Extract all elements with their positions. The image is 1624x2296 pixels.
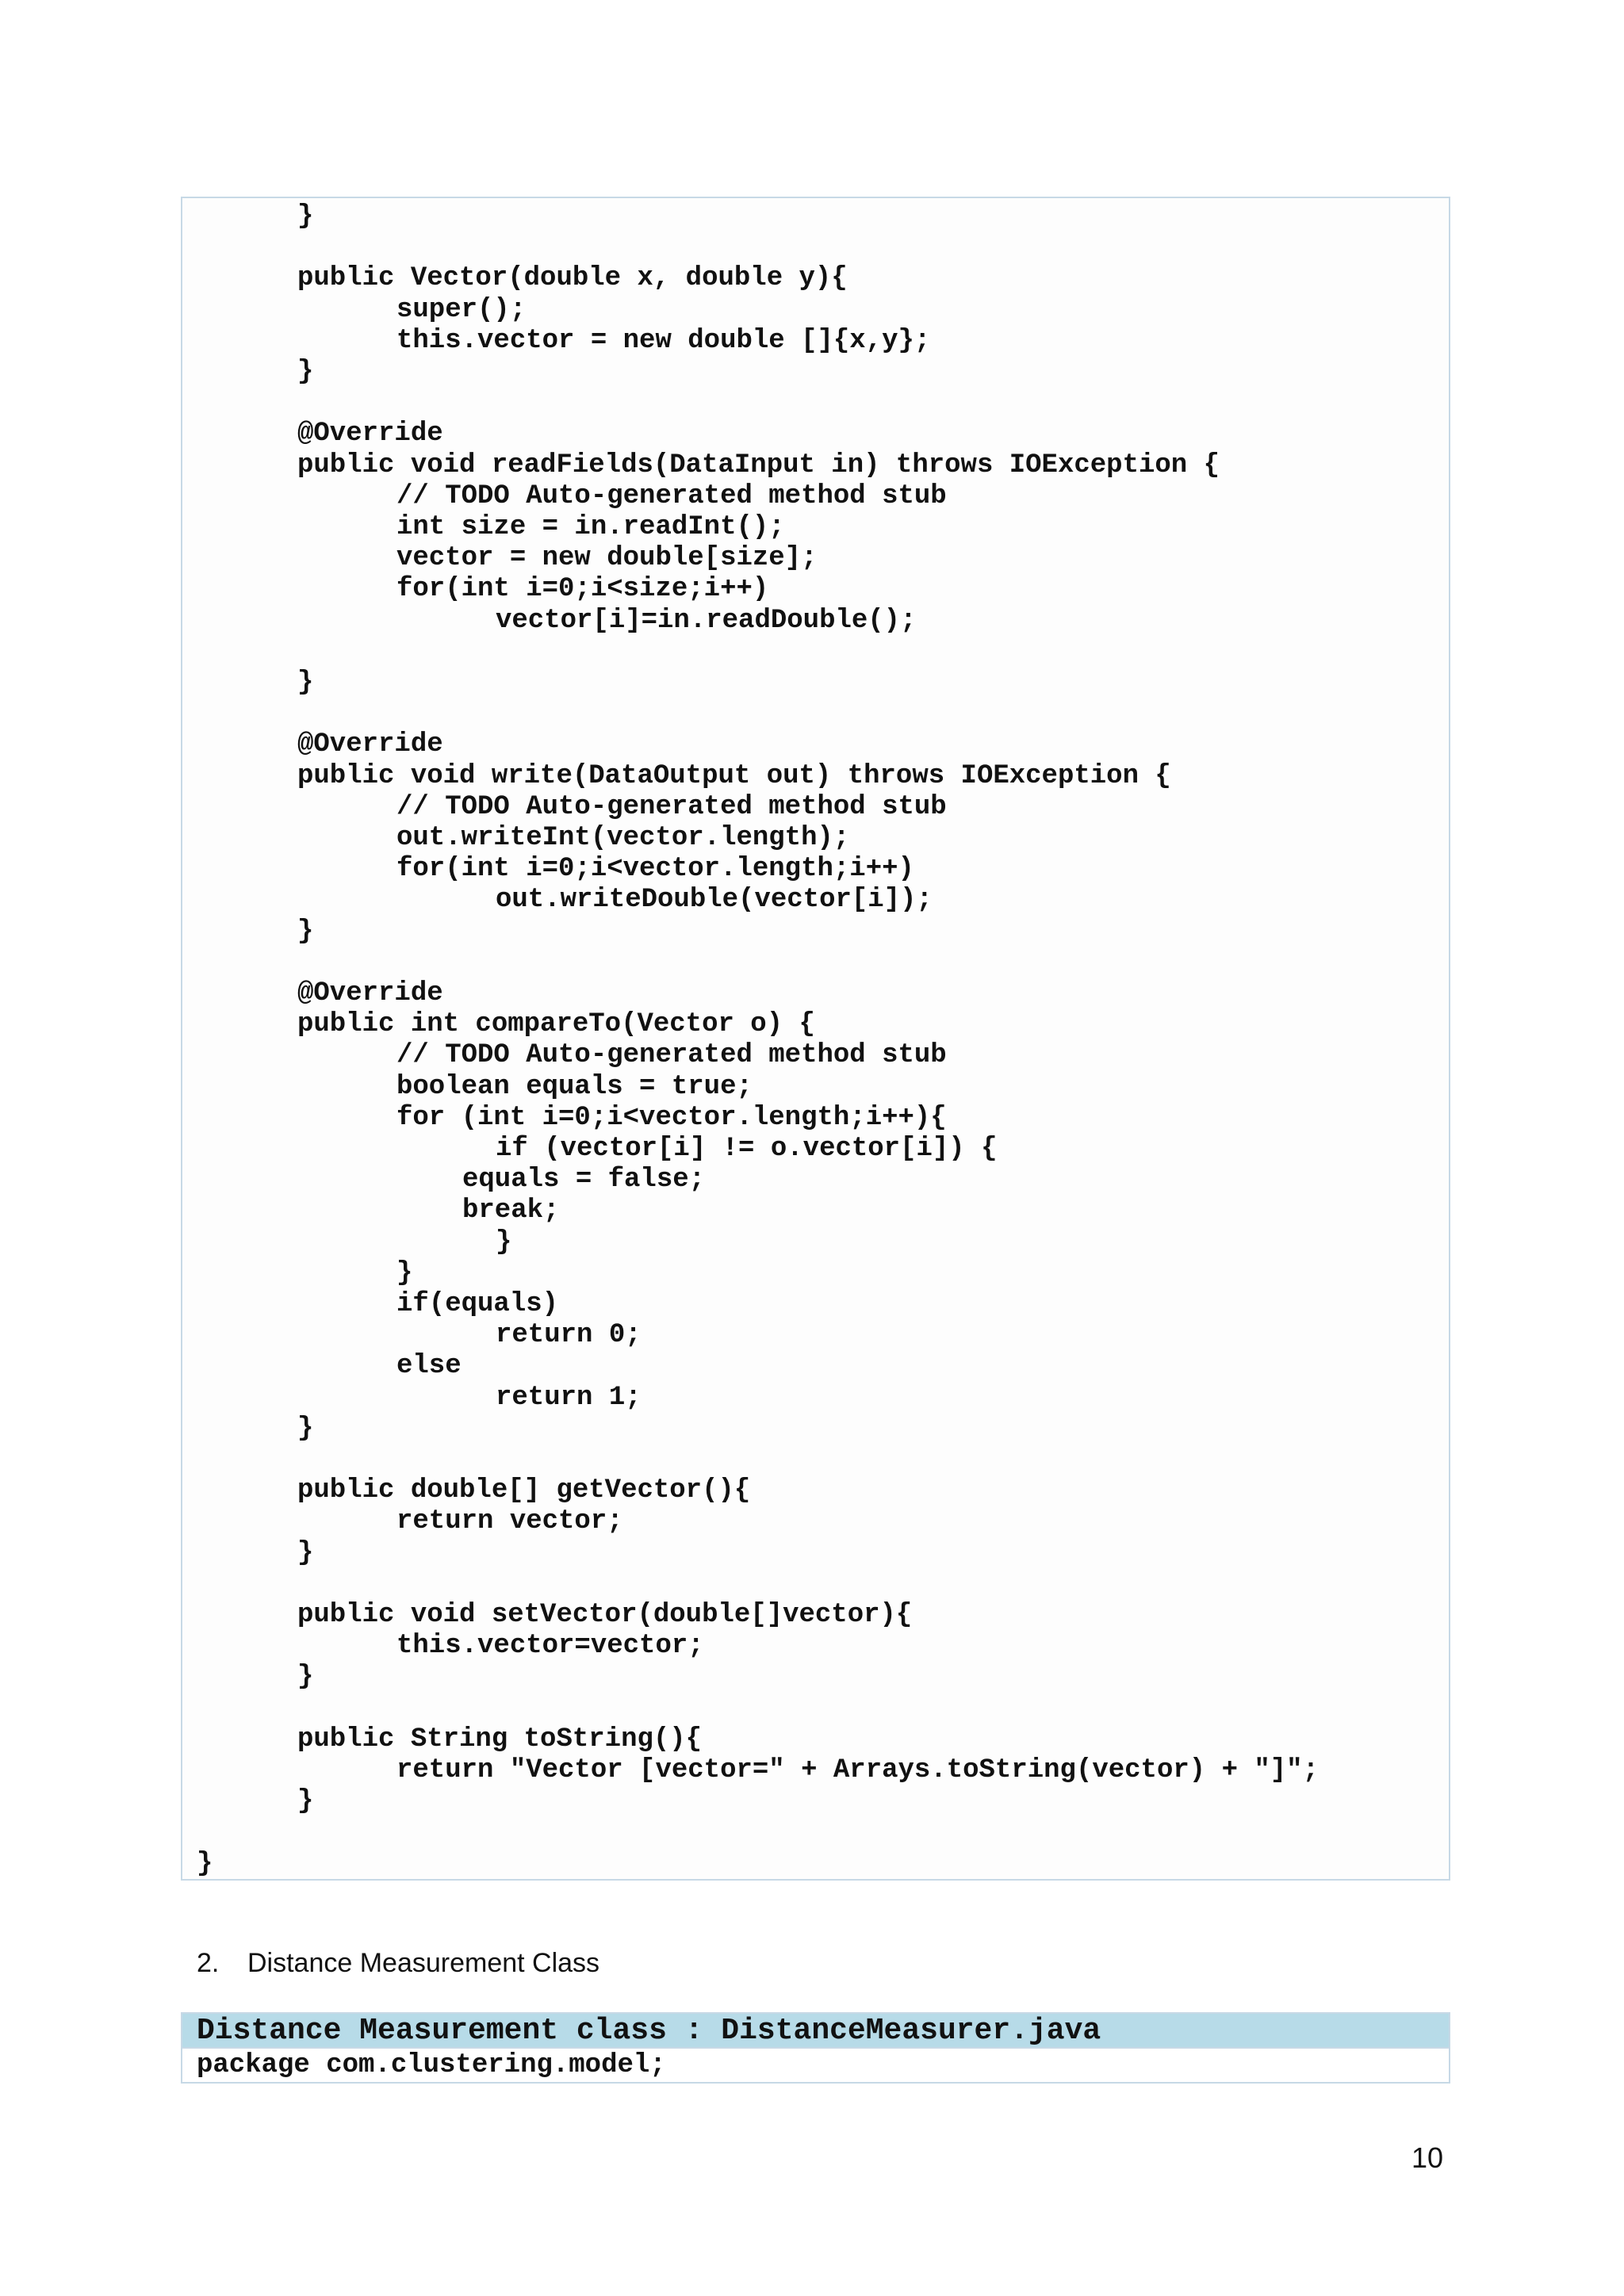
code-line: break; (462, 1196, 560, 1226)
code-line: return 0; (496, 1320, 642, 1350)
code-line: // TODO Auto-generated method stub (396, 792, 947, 822)
code-line: return 1; (496, 1383, 642, 1413)
code-line: if(equals) (396, 1289, 559, 1319)
code-line: public int compareTo(Vector o) { (297, 1009, 815, 1039)
section-heading (197, 1946, 599, 1980)
section-title: Distance Measurement Class (247, 1948, 600, 1978)
code-line: // TODO Auto-generated method stub (396, 1040, 947, 1070)
code-line: } (396, 1258, 413, 1288)
code-line: } (297, 916, 314, 947)
code-line: } (496, 1227, 512, 1257)
code-line: } (297, 201, 314, 232)
code-line: out.writeInt(vector.length); (396, 823, 850, 853)
code-line: return vector; (396, 1506, 623, 1536)
code-line: vector[i]=in.readDouble(); (496, 606, 917, 636)
code-line: public void setVector(double[]vector){ (297, 1600, 913, 1630)
code-line: @Override (297, 978, 443, 1008)
code-line: } (297, 1786, 314, 1816)
code-line: public void write(DataOutput out) throws IOException { (297, 761, 1171, 791)
code-line: } (297, 1662, 314, 1692)
code-line: vector = new double[size]; (396, 543, 818, 573)
class-code-table (181, 2012, 1450, 2084)
class-table-row: package com.clustering.model; (182, 2049, 1449, 2082)
code-line: if (vector[i] != o.vector[i]) { (496, 1134, 998, 1164)
code-line: for (int i=0;i<vector.length;i++){ (396, 1103, 947, 1133)
code-line: public double[] getVector(){ (297, 1475, 751, 1506)
page-number: 10 (1411, 2141, 1443, 2174)
code-line: super(); (396, 295, 527, 325)
code-line: public void readFields(DataInput in) throws IOException { (297, 450, 1220, 480)
code-line: this.vector=vector; (396, 1631, 704, 1661)
code-line: public String toString(){ (297, 1724, 703, 1755)
code-line: @Override (297, 729, 443, 760)
code-line: // TODO Auto-generated method stub (396, 481, 947, 511)
section-number: 2. (197, 1948, 220, 1978)
code-line: this.vector = new double []{x,y}; (396, 326, 931, 356)
code-line: equals = false; (462, 1165, 706, 1195)
code-line: } (297, 1414, 314, 1444)
class-table-header: Distance Measurement class : DistanceMeasurer.java (182, 2014, 1449, 2049)
code-line: boolean equals = true; (396, 1072, 753, 1102)
code-block (181, 197, 1450, 1881)
code-line: } (197, 1849, 213, 1879)
code-line: @Override (297, 419, 443, 449)
code-line: } (297, 357, 314, 387)
code-line: else (396, 1351, 462, 1381)
code-line: out.writeDouble(vector[i]); (496, 885, 933, 915)
code-line: } (297, 1538, 314, 1568)
code-line: public Vector(double x, double y){ (297, 263, 848, 293)
code-line: for(int i=0;i<size;i++) (396, 574, 769, 604)
code-line: } (297, 668, 314, 698)
code-line: for(int i=0;i<vector.length;i++) (396, 854, 914, 884)
code-line: int size = in.readInt(); (396, 512, 785, 542)
code-line: return "Vector [vector=" + Arrays.toString(vector) + "]"; (396, 1755, 1319, 1785)
